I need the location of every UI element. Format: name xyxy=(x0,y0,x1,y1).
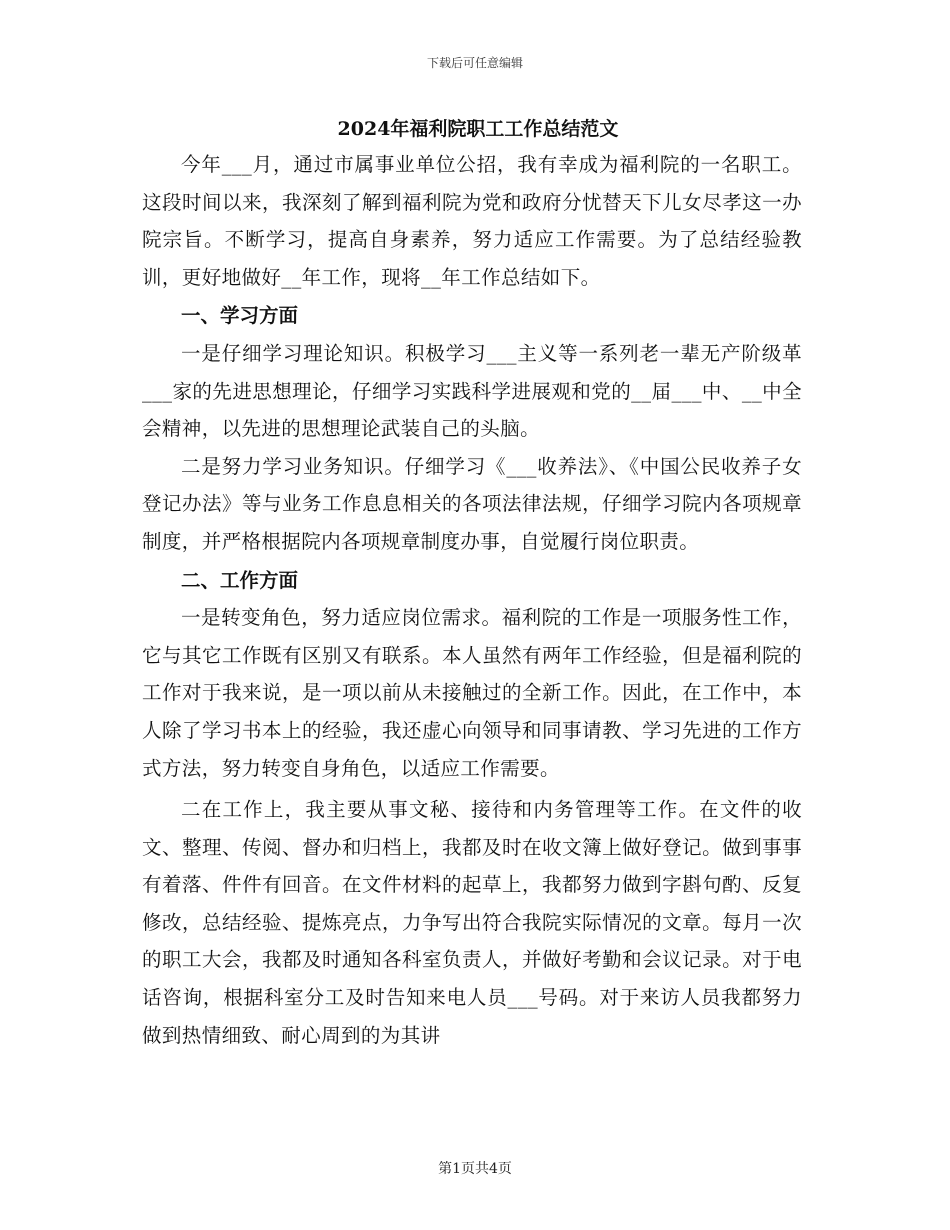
page-number-footer: 第1页共4页 xyxy=(438,1161,512,1177)
study-paragraph-1: 一是仔细学习理论知识。积极学习___主义等一系列老一辈无产阶级革___家的先进思想理论，仔细学习实践科学进展观和党的__届___中、__中全会精神，以先进的思想理论武装自己的头脑。 xyxy=(142,341,802,441)
document-body xyxy=(142,112,802,1054)
study-paragraph-2: 二是努力学习业务知识。仔细学习《___收养法》、《中国公民收养子女登记办法》等与业务工作息息相关的各项法律法规，仔细学习院内各项规章制度，并严格根据院内各项规章制度办事，自觉履行岗位职责。 xyxy=(142,454,802,553)
document-title: 2024年福利院职工工作总结范文 xyxy=(337,118,619,140)
header-note: 下载后可任意编辑 xyxy=(426,56,523,70)
work-paragraph-2: 二在工作上，我主要从事文秘、接待和内务管理等工作。在文件的收文、整理、传阅、督办和归档上，我都及时在收文簿上做好登记。做到事事有着落、件件有回音。在文件材料的起草上，我都努力做到字斟句酌、反复修改，总结经验、提炼亮点，力争写出符合我院实际情况的文章。每月一次的职工大会，我都及时通知各科室负责人，并做好考勤和会议记录。对于电话咨询，根据科室分工及时告知来电人员___号码。对于来访人员我都努力做到热情细致、耐心周到的为其讲 xyxy=(142,798,802,1047)
section-heading-work: 二、工作方面 xyxy=(181,568,299,592)
intro-paragraph: 今年___月，通过市属事业单位公招，我有幸成为福利院的一名职工。这段时间以来，我深刻了解到福利院为党和政府分忧替天下儿女尽孝这一办院宗旨。不断学习，提高自身素养，努力适应工作需要。为了总结经验教训，更好地做好__年工作，现将__年工作总结如下。 xyxy=(142,153,802,289)
section-heading-study: 一、学习方面 xyxy=(181,304,299,328)
work-paragraph-1: 一是转变角色，努力适应岗位需求。福利院的工作是一项服务性工作，它与其它工作既有区别又有联系。本人虽然有两年工作经验，但是福利院的工作对于我来说，是一项以前从未接触过的全新工作。因此，在工作中，本人除了学习书本上的经验，我还虚心向领导和同事请教、学习先进的工作方式方法，努力转变自身角色，以适应工作需要。 xyxy=(142,606,802,780)
